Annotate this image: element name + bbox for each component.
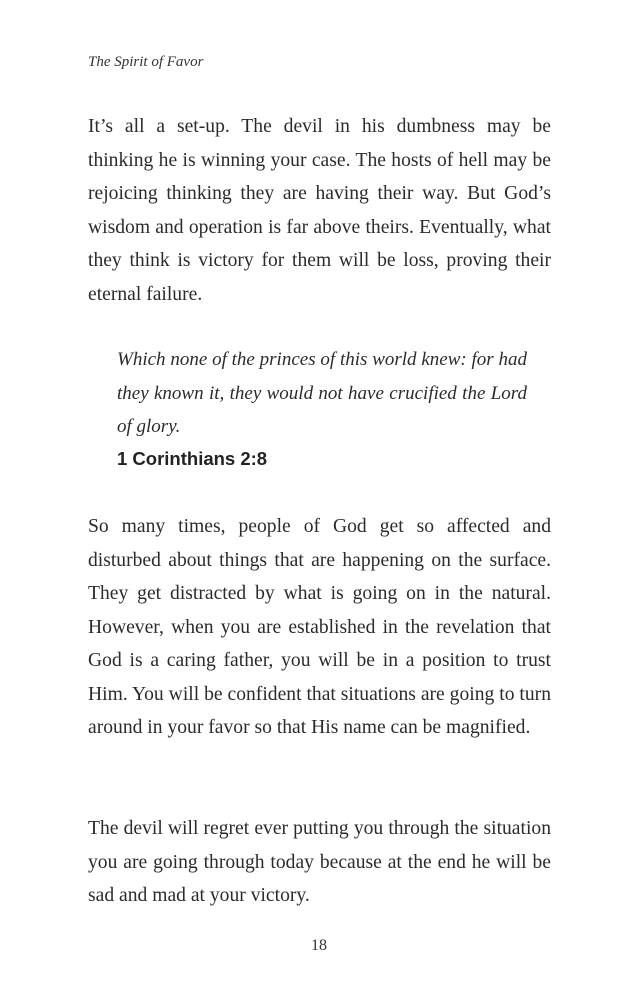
paragraph-2: So many times, people of God get so affected and disturbed about things that are happening on the surface. They get distracted by what is going on in the natural. However, when you are established in the revelation that God is a caring father, you will be in a position to trust Him. You will be confident that situations are going to turn around in your favor so that His name can be magnified. xyxy=(88,516,551,738)
running-header-title: The Spirit of Favor xyxy=(88,54,204,70)
page-number: 18 xyxy=(311,937,327,954)
scripture-reference: 1 Corinthians 2:8 xyxy=(117,448,268,469)
paragraph-3: The devil will regret ever putting you through the situation you are going through today because at the end he will be sad and mad at your victory. xyxy=(88,818,551,906)
scripture-quote: Which none of the princes of this world knew: for had they known it, they would not have crucified the Lord of glory. xyxy=(117,349,527,437)
paragraph-1: It’s all a set-up. The devil in his dumbness may be thinking he is winning your case. The hosts of hell may be rejoicing thinking they are having their way. But God’s wisdom and operation is far above theirs. Eventually, what they think is victory for them will be loss, proving their eternal failure. xyxy=(88,116,551,305)
